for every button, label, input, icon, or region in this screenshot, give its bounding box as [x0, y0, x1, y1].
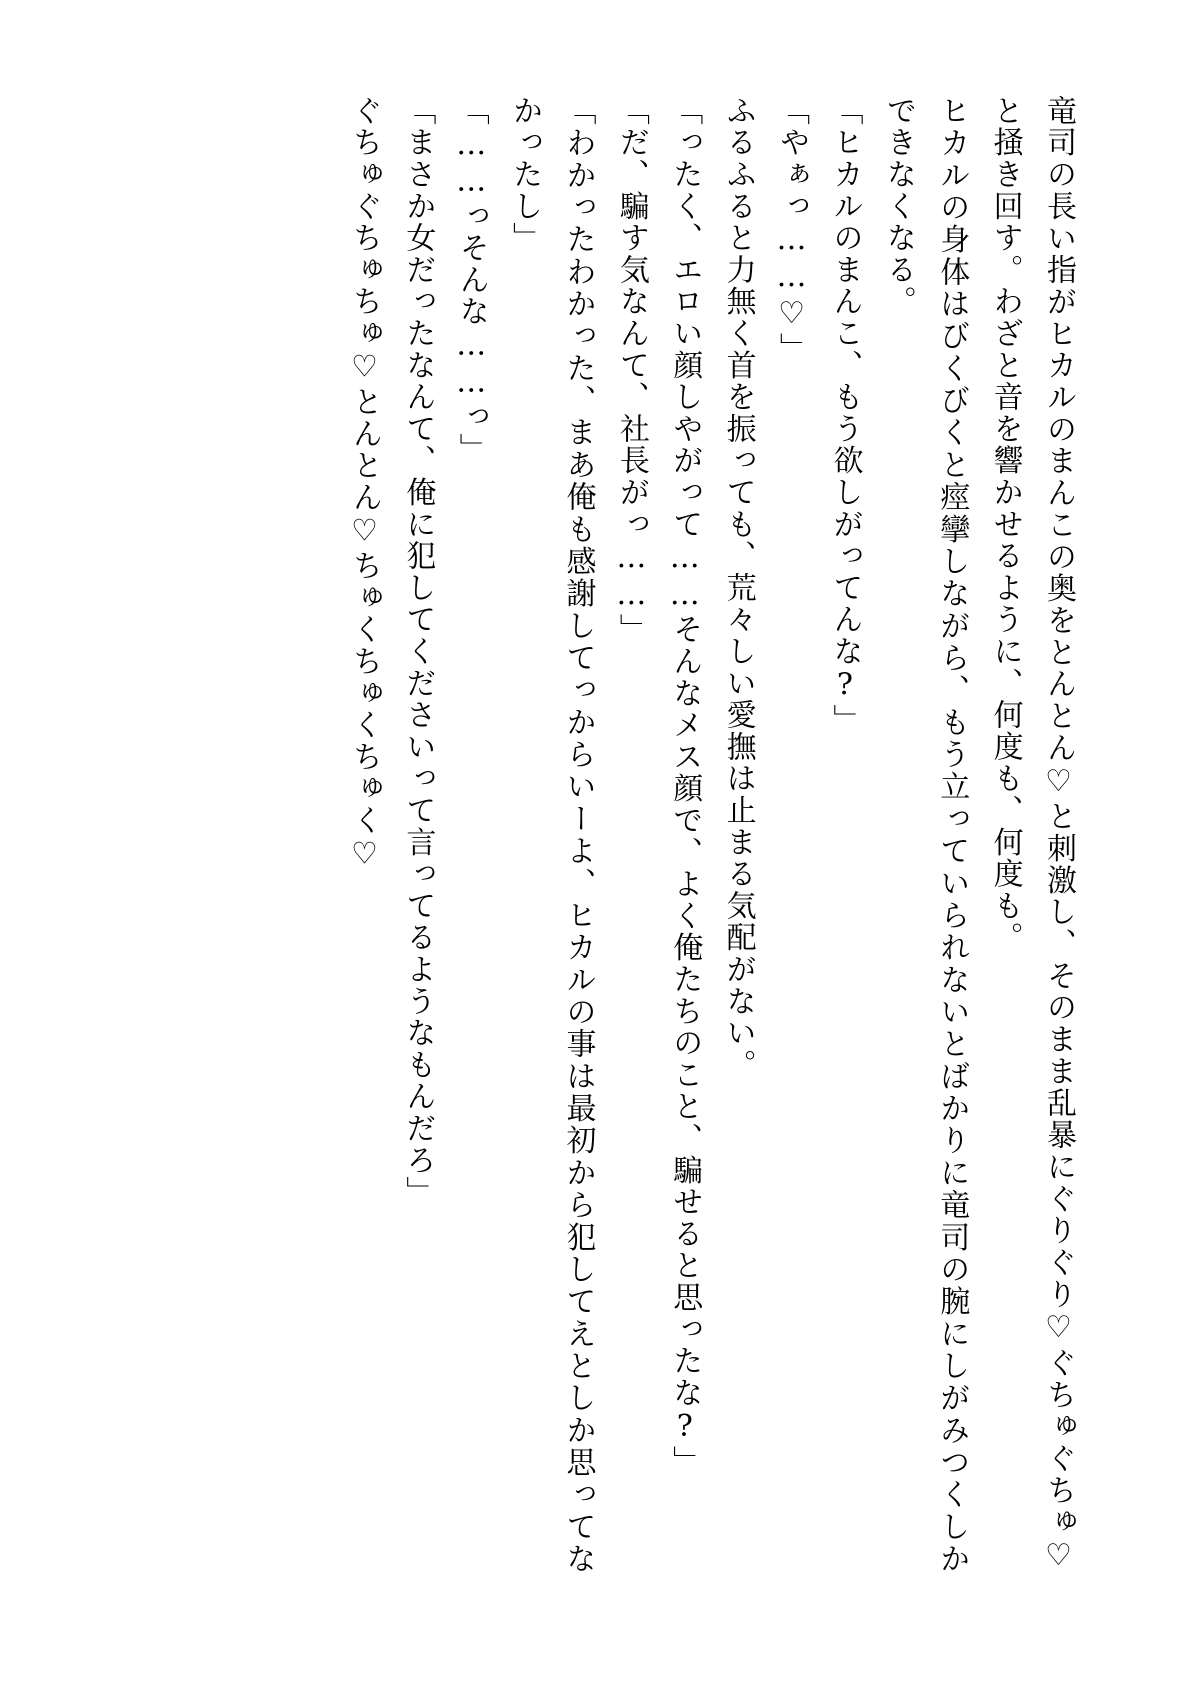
paragraph: 「だ、騙す気なんて、社長がっ……」 — [613, 95, 649, 646]
paragraph: 「まさか女だったなんて、俺に犯してくださいって言ってるようなもんだろ」 — [400, 95, 436, 1208]
paragraph: 「ヒカルのまんこ、もう欲しがってんな?」 — [827, 95, 863, 736]
paragraph: ぐちゅぐちゅちゅ♡とんとん♡ちゅくちゅくちゅく♡ — [346, 95, 382, 874]
paragraph: 「わかったわかった、まあ俺も感謝してっからいーよ、ヒカルの事は最初から犯してえとしか思ってなかったし」 — [507, 95, 596, 1575]
paragraph: 「やぁっ……♡」 — [774, 95, 810, 365]
paragraph: ヒカルの身体はびくびくと痙攣しながら、もう立っていられないとばかりに竜司の腕にしがみつくしかできなくなる。 — [880, 95, 970, 1575]
paragraph: ふるふると力無く首を振っても、荒々しい愛撫は止まる気配がない。 — [720, 95, 756, 1081]
vertical-body-text — [185, 95, 1085, 1575]
paragraph: 「……っそんな……っ」 — [453, 95, 489, 465]
paragraph: 竜司の長い指がヒカルのまんこの奥をとんとん♡と刺激し、そのまま乱暴にぐりぐり♡ぐちゅぐちゅ♡と掻き回す。わざと音を響かせるように、何度も、何度も。 — [987, 95, 1076, 1575]
paragraph: 「ったく、エロい顔しやがって……そんなメス顔で、よく俺たちのこと、騙せると思ったな?」 — [667, 95, 703, 1478]
